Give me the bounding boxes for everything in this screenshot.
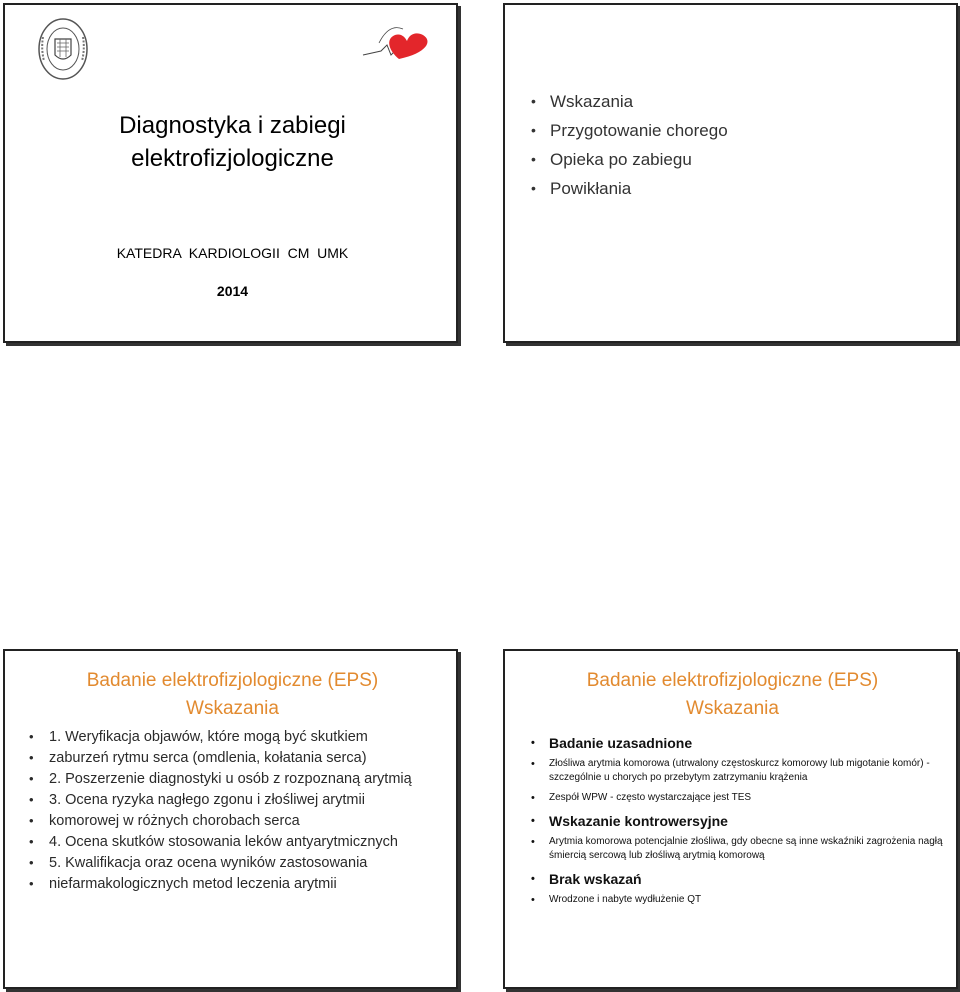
slide-eps-indications-2 bbox=[503, 649, 958, 989]
list-item: • 5. Kwalifikacja oraz ocena wyników zastosowania bbox=[27, 855, 447, 871]
list-item: • Przygotowanie chorego bbox=[531, 116, 728, 145]
list-item: • Wrodzone i nabyte wydłużenie QT bbox=[529, 893, 949, 907]
section-heading-controversial: • Wskazanie kontrowersyjne bbox=[529, 811, 949, 831]
list-item: • Arytmia komorowa potencjalnie złośliwa, gdy obecne są inne wskaźniki zagrożenia nagłą śmiercią sercową lub złośliwą arytmią komorową bbox=[529, 835, 949, 863]
slide-title bbox=[3, 3, 458, 343]
title-line-2: Wskazania bbox=[686, 698, 779, 719]
slide-eps-indications-1 bbox=[3, 649, 458, 989]
list-item: • Złośliwa arytmia komorowa (utrwalony częstoskurcz komorowy lub migotanie komór) - szczególnie u chorych po przebytym zatrzymaniu krążenia bbox=[529, 757, 949, 785]
heart-icon bbox=[359, 21, 439, 67]
list-item: • komorowej w różnych chorobach serca bbox=[27, 813, 447, 829]
section-heading-none: • Brak wskazań bbox=[529, 869, 949, 889]
list-item: • Powikłania bbox=[531, 174, 728, 203]
list-item: • 4. Ocena skutków stosowania leków antyarytmicznych bbox=[27, 834, 447, 850]
section-heading-justified: • Badanie uzasadnione bbox=[529, 733, 949, 753]
university-seal-logo bbox=[37, 17, 89, 81]
list-item: • niefarmakologicznych metod leczenia arytmii bbox=[27, 876, 447, 892]
title-line-1: Badanie elektrofizjologiczne (EPS) bbox=[586, 670, 879, 691]
list-item: • zaburzeń rytmu serca (omdlenia, kołatania serca) bbox=[27, 750, 447, 766]
title-line-1: Diagnostyka i zabiegi bbox=[119, 112, 346, 139]
page-title bbox=[5, 109, 458, 175]
department-label: KATEDRA KARDIOLOGII CM UMK bbox=[116, 245, 349, 261]
list-item: • 1. Weryfikacja objawów, które mogą być skutkiem bbox=[27, 729, 447, 745]
slide-title bbox=[5, 667, 458, 723]
list-item: • Wskazania bbox=[531, 87, 728, 116]
title-line-2: elektrofizjologiczne bbox=[131, 145, 334, 172]
year-label: 2014 bbox=[216, 283, 249, 299]
slide-title bbox=[505, 667, 958, 723]
list-item: • 2. Poszerzenie diagnostyki u osób z rozpoznaną arytmią bbox=[27, 771, 447, 787]
list-item: • Opieka po zabiegu bbox=[531, 145, 728, 174]
list-item: • 3. Ocena ryzyka nagłego zgonu i złośliwej arytmii bbox=[27, 792, 447, 808]
indications-list bbox=[27, 729, 447, 897]
slide-agenda bbox=[503, 3, 958, 343]
indications-body bbox=[529, 731, 949, 913]
title-line-1: Badanie elektrofizjologiczne (EPS) bbox=[86, 670, 379, 691]
agenda-list bbox=[531, 87, 728, 203]
title-line-2: Wskazania bbox=[186, 698, 279, 719]
list-item: • Zespół WPW - często wystarczające jest TES bbox=[529, 791, 949, 805]
